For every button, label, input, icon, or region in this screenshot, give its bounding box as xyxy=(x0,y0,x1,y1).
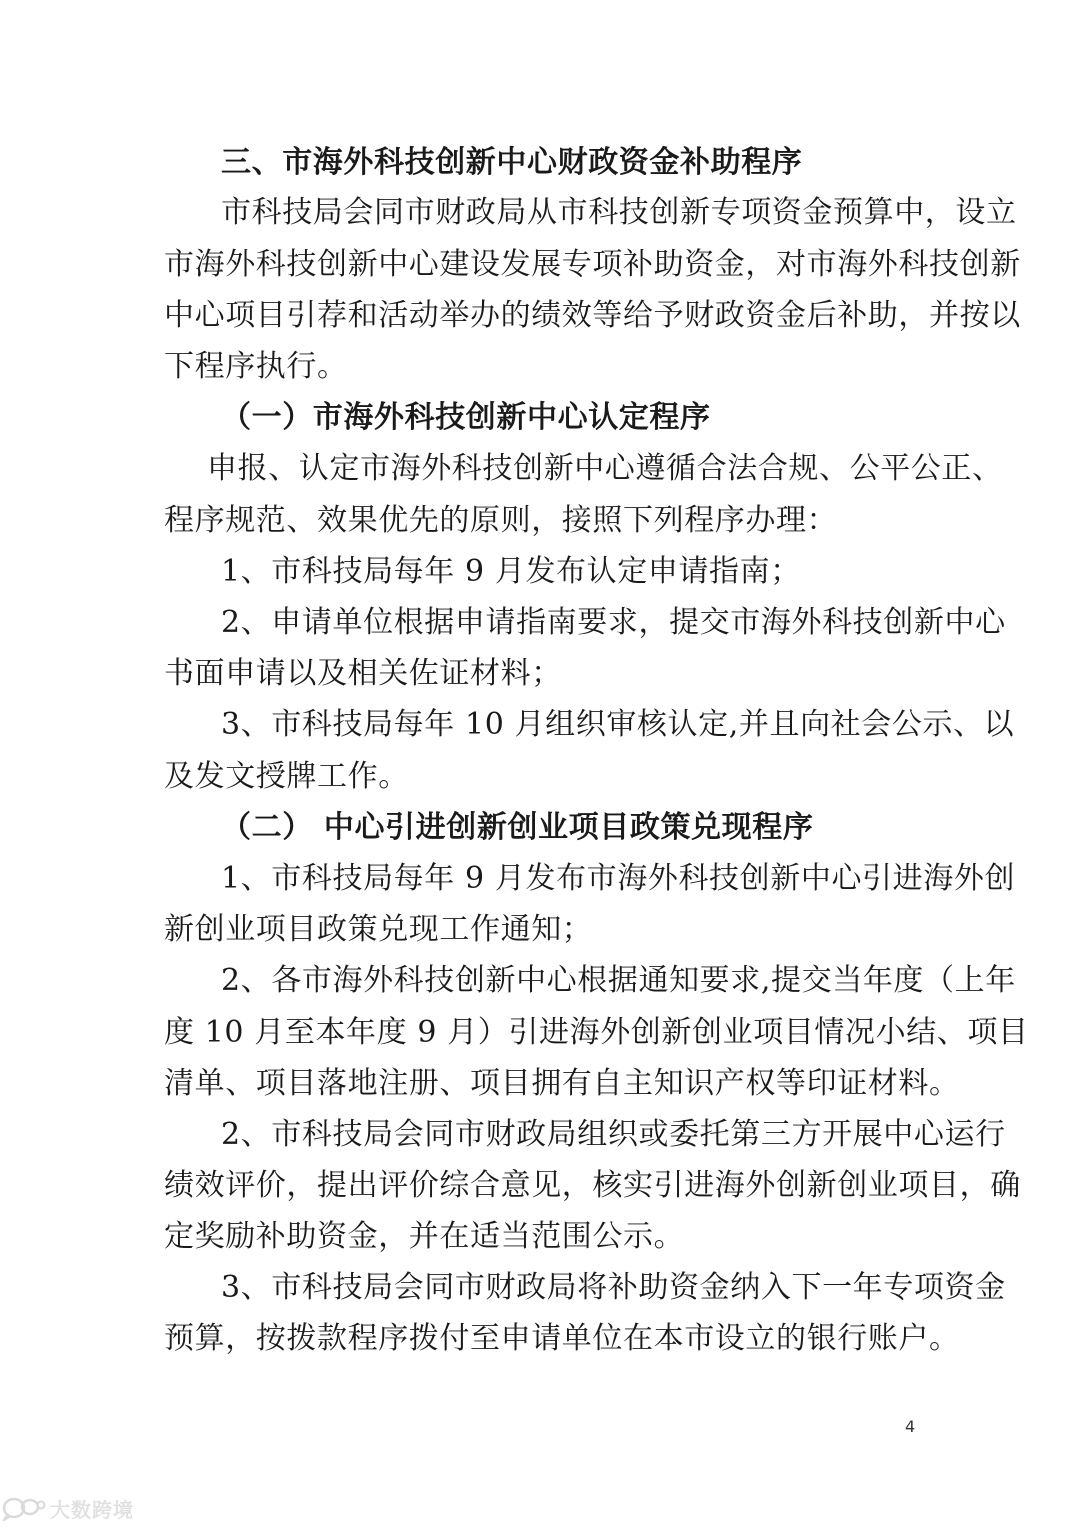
list-item-line: 1、市科技局每年 9 月发布市海外科技创新中心引进海外创 xyxy=(221,861,1016,896)
list-item-line: 度 10 月至本年度 9 月）引进海外创新创业项目情况小结、项目 xyxy=(164,1015,1029,1050)
list-item-line: 2、各市海外科技创新中心根据通知要求,提交当年度（上年 xyxy=(221,963,1016,998)
list-item-line: 2、申请单位根据申请指南要求，提交市海外科技创新中心 xyxy=(221,605,1006,640)
subsection-heading-1: （一）市海外科技创新中心认定程序 xyxy=(221,400,711,435)
paragraph-line: 程序规范、效果优先的原则，接照下列程序办理： xyxy=(164,503,838,538)
paragraph-line: 市科技局会同市财政局从市科技创新专项资金预算中，设立 xyxy=(221,195,1017,230)
list-item-line: 及发文授牌工作。 xyxy=(164,759,409,794)
list-item-line: 3、市科技局会同市财政局将补助资金纳入下一年专项资金 xyxy=(221,1270,1006,1305)
paragraph-line: 下程序执行。 xyxy=(164,349,348,384)
list-item-line: 3、市科技局每年 10 月组织审核认定,并且向社会公示、以 xyxy=(221,707,1015,742)
list-item-line: 预算，按拨款程序拨付至申请单位在本市设立的银行账户。 xyxy=(164,1321,960,1356)
subsection-heading-2: （二） 中心引进创新创业项目政策兑现程序 xyxy=(221,810,814,845)
list-item-line: 定奖励补助资金，并在适当范围公示。 xyxy=(164,1219,685,1254)
paragraph-line: 市海外科技创新中心建设发展专项补助资金，对市海外科技创新 xyxy=(164,247,1021,282)
list-item-line: 新创业项目政策兑现工作通知； xyxy=(164,912,593,947)
page-number: 4 xyxy=(905,1417,916,1436)
section-heading-3: 三、市海外科技创新中心财政资金补助程序 xyxy=(221,145,803,180)
watermark xyxy=(2,1494,134,1522)
watermark-text: 大数跨境 xyxy=(50,1497,134,1522)
list-item-line: 绩效评价，提出评价综合意见，核实引进海外创新创业项目，确 xyxy=(164,1168,1021,1203)
paragraph-line: 申报、认定市海外科技创新中心遵循合法合规、公平公正、 xyxy=(207,451,1003,486)
paragraph-line: 中心项目引荐和活动举办的绩效等给予财政资金后补助，并按以 xyxy=(164,298,1021,333)
list-item-line: 书面申请以及相关佐证材料； xyxy=(164,656,562,691)
bubble-logo-icon xyxy=(2,1495,46,1521)
list-item-line: 1、市科技局每年 9 月发布认定申请指南； xyxy=(221,554,801,589)
list-item-line: 清单、项目落地注册、项目拥有自主知识产权等印证材料。 xyxy=(164,1066,960,1101)
list-item-line: 2、市科技局会同市财政局组织或委托第三方开展中心运行 xyxy=(221,1117,1006,1152)
